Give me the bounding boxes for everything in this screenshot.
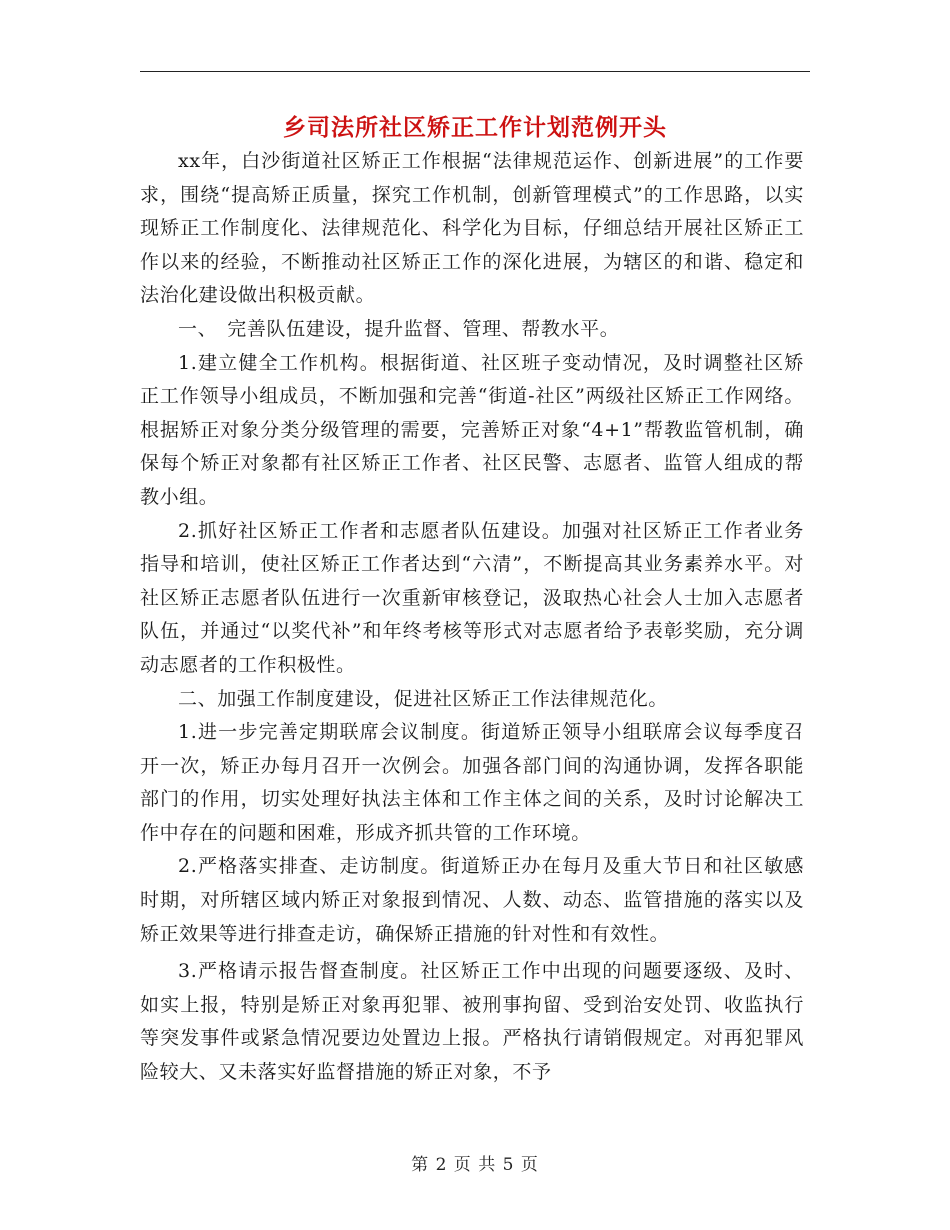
paragraph-1-2: 2.抓好社区矫正工作者和志愿者队伍建设。加强对社区矫正工作者业务指导和培训，使社区矫正工作者达到“六清”，不断提高其业务素养水平。对社区矫正志愿者队伍进行一次重新审核登记，汲取热心社会人士加入志愿者队伍，并通过“以奖代补”和年终考核等形式对志愿者给予表彰奖励，充分调动志愿者的工作积极性。 bbox=[140, 519, 804, 676]
heading-section-1: 一、 完善队伍建设，提升监督、管理、帮教水平。 bbox=[178, 317, 620, 340]
heading-section-2: 二、加强工作制度建设，促进社区矫正工作法律规范化。 bbox=[178, 687, 669, 710]
paragraph-2-2: 2.严格落实排查、走访制度。街道矫正办在每月及重大节日和社区敏感时期，对所辖区域内矫正对象报到情况、人数、动态、监管措施的落实以及矫正效果等进行排查走访，确保矫正措施的针对性和有效性。 bbox=[140, 855, 804, 945]
paragraph-2-1: 1.进一步完善定期联席会议制度。街道矫正领导小组联席会议每季度召开一次，矫正办每月召开一次例会。加强各部门间的沟通协调，发挥各职能部门的作用，切实处理好执法主体和工作主体之间的关系，及时讨论解决工作中存在的问题和困难，形成齐抓共管的工作环境。 bbox=[140, 721, 804, 844]
document-body bbox=[140, 145, 804, 1090]
document-title: 乡司法所社区矫正工作计划范例开头 bbox=[283, 114, 667, 141]
paragraph-2-3: 3.严格请示报告督查制度。社区矫正工作中出现的问题要逐级、及时、如实上报，特别是矫正对象再犯罪、被刑事拘留、受到治安处罚、收监执行等突发事件或紧急情况要边处置边上报。严格执行请销假规定。对再犯罪风险较大、又未落实好监督措施的矫正对象，不予 bbox=[140, 960, 804, 1084]
page-number: 第 2 页 共 5 页 bbox=[411, 1155, 539, 1175]
paragraph-1-1: 1.建立健全工作机构。根据街道、社区班子变动情况，及时调整社区矫正工作领导小组成员，不断加强和完善“街道-社区”两级社区矫正工作网络。根据矫正对象分类分级管理的需要，完善矫正对象“4+1”帮教监管机制，确保每个矫正对象都有社区矫正工作者、社区民警、志愿者、监管人组成的帮教小组。 bbox=[140, 351, 804, 508]
paragraph-intro: xx年，白沙街道社区矫正工作根据“法律规范运作、创新进展”的工作要求，围绕“提高矫正质量，探究工作机制，创新管理模式”的工作思路，以实现矫正工作制度化、法律规范化、科学化为目标，仔细总结开展社区矫正工作以来的经验，不断推动社区矫正工作的深化进展，为辖区的和谐、稳定和法治化建设做出积极贡献。 bbox=[140, 150, 804, 307]
header-rule bbox=[140, 71, 810, 72]
